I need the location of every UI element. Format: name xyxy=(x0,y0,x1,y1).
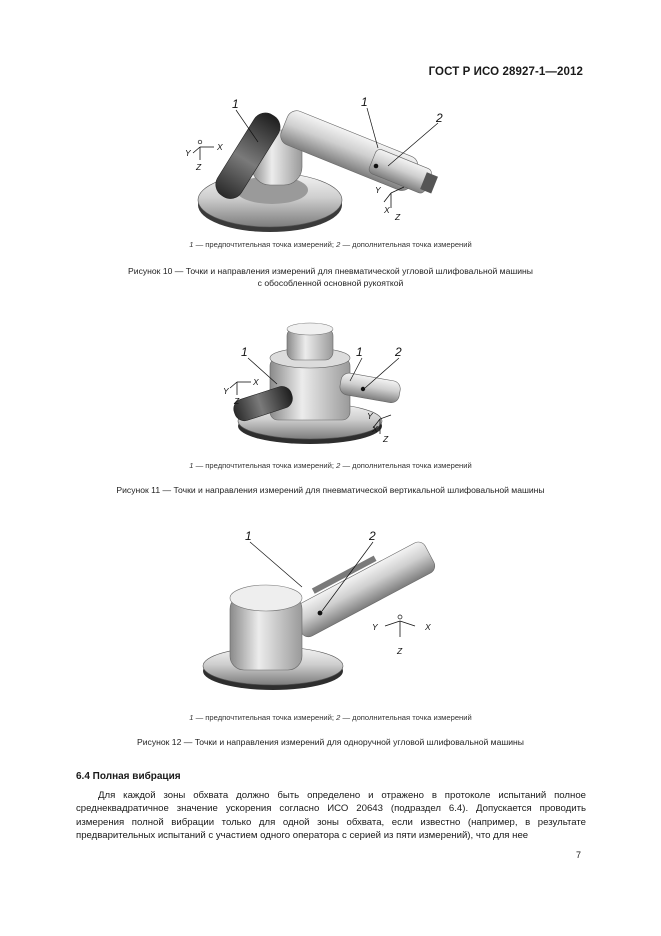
figure-label-1a: 1 xyxy=(241,345,248,359)
figure-label-2: 2 xyxy=(369,529,376,543)
axis-x: X xyxy=(217,142,223,152)
figure-11-legend: 1 — предпочтительная точка измерений; 2 — дополнительная точка измерений xyxy=(189,461,472,470)
axis-z: Z xyxy=(397,646,403,656)
axis-z: Z xyxy=(234,396,240,406)
figure-12-legend: 1 — предпочтительная точка измерений; 2 — дополнительная точка измерений xyxy=(189,713,472,722)
measurement-point-2 xyxy=(318,611,323,616)
axis-z: Z xyxy=(395,212,401,222)
page-number: 7 xyxy=(575,850,581,860)
figure-11-illustration xyxy=(215,318,455,448)
figure-12-caption: Рисунок 12 — Точки и направления измерений для одноручной угловой шлифовальной машины xyxy=(137,737,524,747)
figure-10-illustration xyxy=(160,90,460,235)
figure-label-1b: 1 xyxy=(356,345,363,359)
axis-x: X xyxy=(372,424,378,434)
axis-x: X xyxy=(384,205,390,215)
figure-10-legend: 1 — предпочтительная точка измерений; 2 — дополнительная точка измерений xyxy=(189,240,472,249)
axis-triad-icon xyxy=(372,615,431,656)
axis-y: Y xyxy=(223,386,229,396)
tool-body xyxy=(289,539,437,639)
axis-triad-icon xyxy=(185,140,223,172)
section-heading: 6.4 Полная вибрация xyxy=(76,771,181,782)
figure-label-1b: 1 xyxy=(361,95,368,109)
axis-y: Y xyxy=(367,411,373,421)
figure-11-caption: Рисунок 11 — Точки и направления измерений для пневматической вертикальной шлифовальной машины xyxy=(116,485,545,495)
section-paragraph xyxy=(76,789,586,842)
axis-x: X xyxy=(253,377,259,387)
axis-y: Y xyxy=(372,622,378,632)
axis-z: Z xyxy=(383,434,389,444)
figure-label-1a: 1 xyxy=(232,97,239,111)
figure-label-2: 2 xyxy=(436,111,443,125)
axis-y: Y xyxy=(185,148,191,158)
axis-x: X xyxy=(425,622,431,632)
figure-12-illustration xyxy=(195,525,440,695)
axis-z: Z xyxy=(196,162,202,172)
figure-label-2: 2 xyxy=(395,345,402,359)
figure-label-1: 1 xyxy=(245,529,252,543)
measurement-point-2 xyxy=(361,387,365,391)
standard-designation: ГОСТ Р ИСО 28927-1—2012 xyxy=(428,66,583,78)
axis-y: Y xyxy=(375,185,381,195)
paragraph-text: Для каждой зоны обхвата должно быть определено и отражено в протоколе испытаний полное среднеквадратичное значение ускорения согласно ИСО 20643 (подраздел 6.4). Допускается проводить измерения полной вибрации только для одной зоны обхвата, если известно (например, в результате предварительных испытаний с участием одного оператора с серией из пяти измерений), что для нее xyxy=(76,790,586,841)
measurement-point-2 xyxy=(374,164,379,169)
figure-10-caption: Рисунок 10 — Точки и направления измерений для пневматической угловой шлифовальной машины с обособленной основной рукояткой xyxy=(128,266,533,288)
